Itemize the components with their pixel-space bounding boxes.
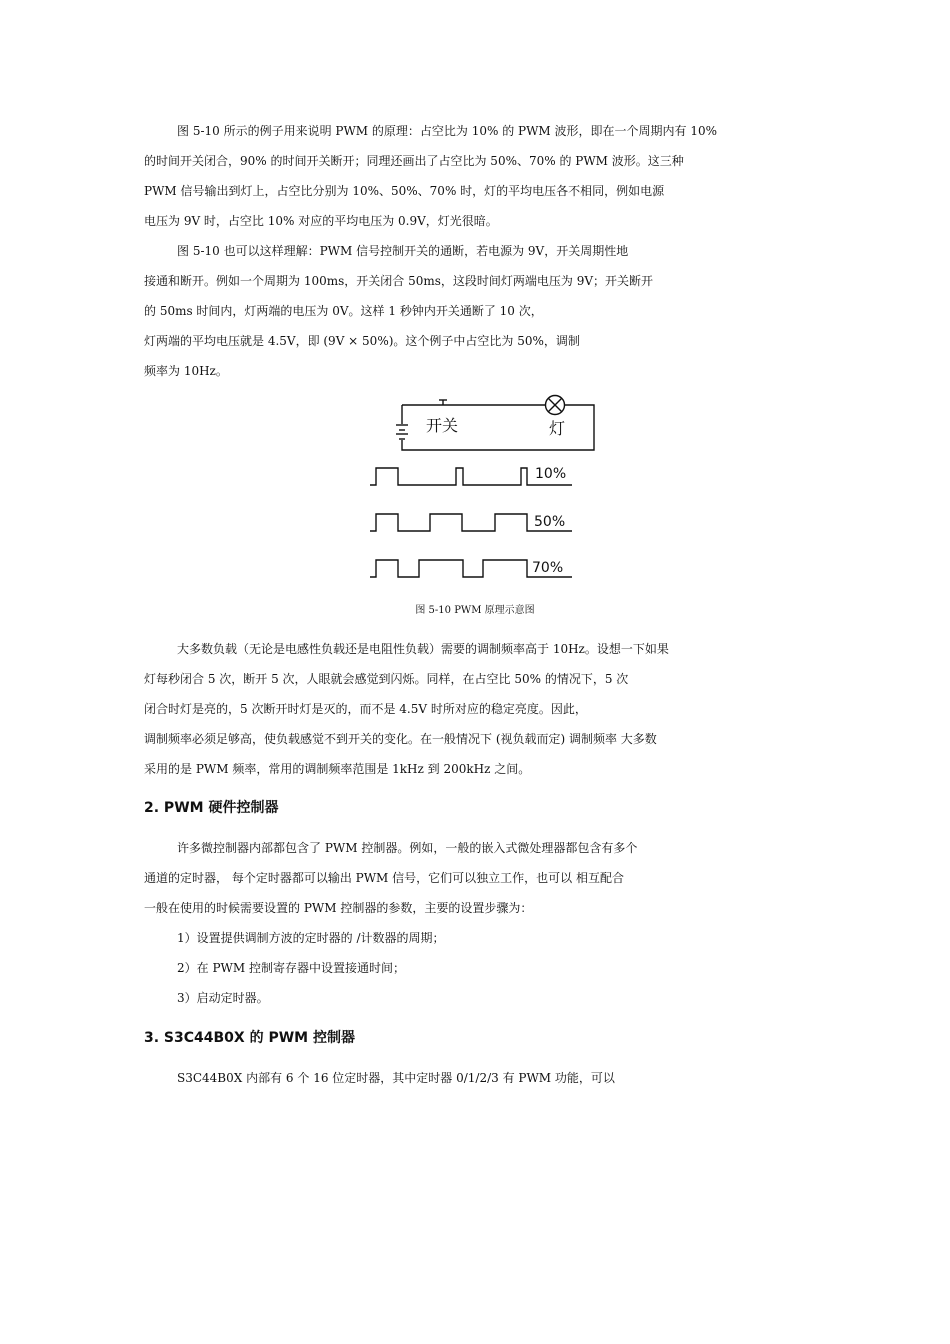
battery-icon bbox=[396, 425, 408, 439]
paragraph1-line-3: PWM 信号输出到灯上，占空比分别为 10%、50%、70% 时，灯的平均电压各不相同，例如电源 bbox=[144, 184, 665, 198]
paragraph2-line-5: 频率为 10Hz。 bbox=[144, 364, 228, 378]
paragraph1-line-4: 电压为 9V 时，占空比 10% 对应的平均电压为 0.9V，灯光很暗。 bbox=[144, 214, 498, 228]
paragraph4-line-3: 一般在使用的时候需要设置的 PWM 控制器的参数，主要的设置步骤为： bbox=[144, 901, 533, 915]
paragraph3-line-5: 采用的是 PWM 频率，常用的调制频率范围是 1kHz 到 200kHz 之间。 bbox=[144, 762, 531, 776]
step-item-3: 3）启动定时器。 bbox=[177, 991, 269, 1005]
lamp-icon bbox=[546, 396, 565, 415]
step-item-1: 1）设置提供调制方波的定时器的 /计数器的周期； bbox=[177, 931, 445, 945]
section-heading-pwm-hardware: 2. PWM 硬件控制器 bbox=[144, 800, 279, 816]
paragraph2-line-2: 接通和断开。例如一个周期为 100ms，开关闭合 50ms，这段时间灯两端电压为 9V；开关断开 bbox=[144, 274, 653, 288]
section-heading-s3c44b0x-pwm: 3. S3C44B0X 的 PWM 控制器 bbox=[144, 1030, 355, 1046]
figure-caption: 图 5-10 PWM 原理示意图 bbox=[415, 605, 535, 616]
paragraph3-line-2: 灯每秒闭合 5 次，断开 5 次，人眼就会感觉到闪烁。同样，在占空比 50% 的情况下，5 次 bbox=[144, 672, 629, 686]
wave-label-10: 10% bbox=[535, 466, 567, 482]
paragraph1-line-1: 图 5-10 所示的例子用来说明 PWM 的原理：占空比为 10% 的 PWM 波形，即在一个周期内有 10% bbox=[177, 124, 718, 138]
paragraph4-line-2: 通道的定时器， 每个定时器都可以输出 PWM 信号，它们可以独立工作，也可以 相互配合 bbox=[144, 871, 624, 885]
step-item-2: 2）在 PWM 控制寄存器中设置接通时间； bbox=[177, 961, 405, 975]
wave-label-50: 50% bbox=[534, 514, 566, 530]
paragraph2-line-1: 图 5-10 也可以这样理解：PWM 信号控制开关的通断，若电源为 9V，开关周期性地 bbox=[177, 244, 629, 258]
switch-label: 开关 bbox=[426, 416, 459, 435]
paragraph4-line-1: 许多微控制器内部都包含了 PWM 控制器。例如，一般的嵌入式微处理器都包含有多个 bbox=[177, 841, 638, 855]
lamp-label: 灯 bbox=[549, 419, 566, 438]
paragraph3-line-1: 大多数负载（无论是电感性负载还是电阻性负载）需要的调制频率高于 10Hz。设想一下如果 bbox=[177, 642, 669, 656]
pwm-diagram-svg bbox=[360, 390, 610, 590]
pwm-figure bbox=[360, 390, 610, 590]
paragraph1-line-2: 的时间开关闭合，90% 的时间开关断开；同理还画出了占空比为 50%、70% 的 PWM 波形。这三种 bbox=[144, 154, 684, 168]
wave-label-70: 70% bbox=[532, 560, 564, 576]
paragraph5-line-1: S3C44B0X 内部有 6 个 16 位定时器，其中定时器 0/1/2/3 有 PWM 功能，可以 bbox=[177, 1071, 615, 1085]
switch-icon bbox=[439, 400, 447, 405]
paragraph3-line-4: 调制频率必须足够高，使负载感觉不到开关的变化。在一般情况下 (视负载而定) 调制频率 大多数 bbox=[144, 732, 657, 746]
paragraph3-line-3: 闭合时灯是亮的，5 次断开时灯是灭的，而不是 4.5V 时所对应的稳定亮度。因此， bbox=[144, 702, 587, 716]
paragraph2-line-4: 灯两端的平均电压就是 4.5V，即 (9V × 50%)。这个例子中占空比为 50%，调制 bbox=[144, 334, 580, 348]
paragraph2-line-3: 的 50ms 时间内，灯两端的电压为 0V。这样 1 秒钟内开关通断了 10 次， bbox=[144, 304, 543, 318]
